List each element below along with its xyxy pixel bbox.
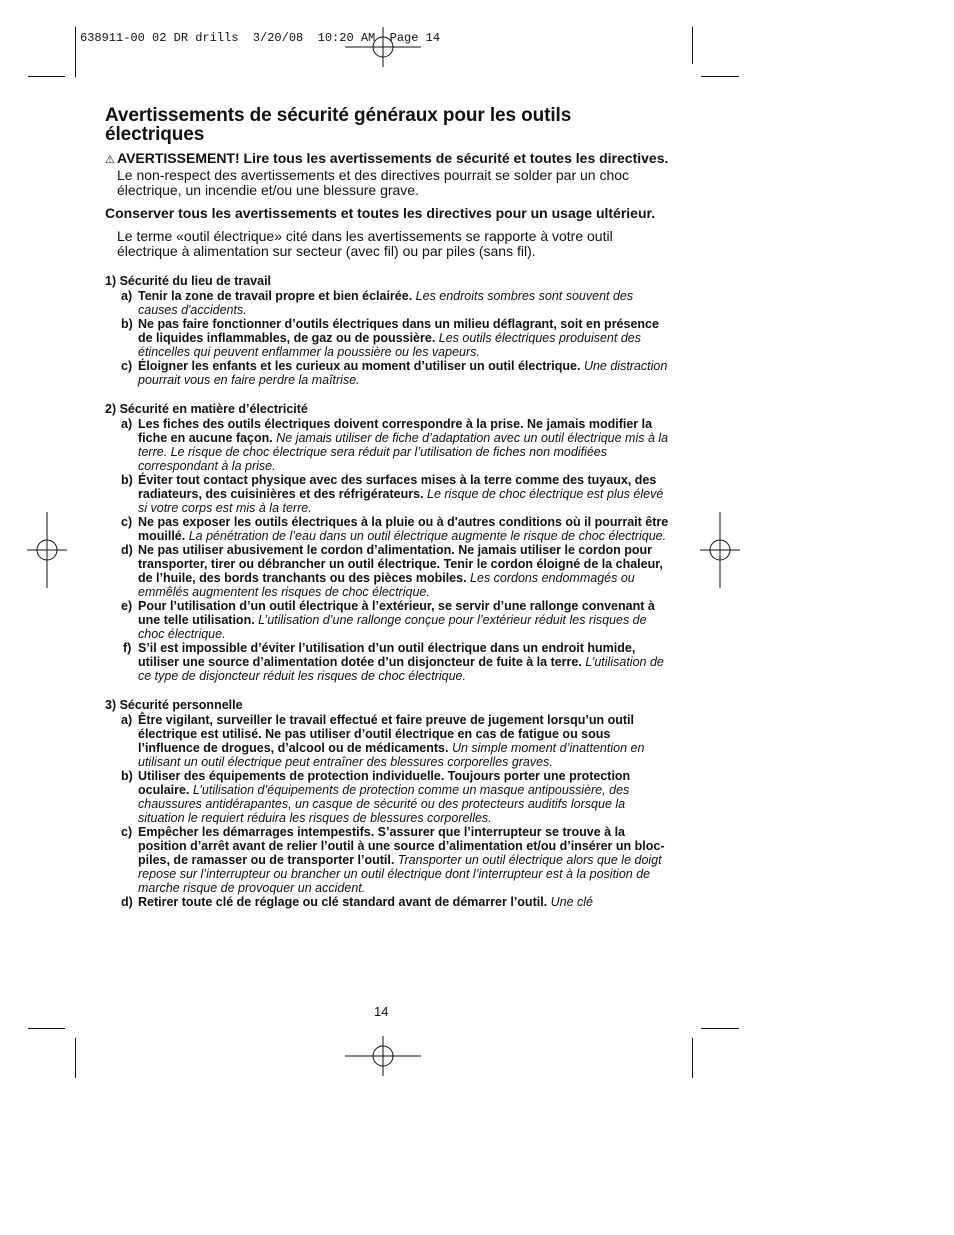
item-label: a) [121,289,133,303]
crop-mark-top-left-horizontal [28,76,65,77]
item-bold-text: Ne pas faire fonctionner d’outils électriques dans un milieu déflagrant, soit en présence de liquides inflammables, de gaz ou de poussière. [138,317,659,345]
registration-mark-left-icon [27,512,67,588]
item-italic-text: Une distraction pourrait vous en faire perdre la maîtrise. [138,359,668,387]
item-italic-text: Le risque de choc électrique est plus élevé si votre corps est mis à la terre. [138,487,664,515]
list-item [105,359,675,387]
item-label: c) [121,515,133,529]
item-italic-text: Ne jamais utiliser de fiche d’adaptation avec un outil électrique mis à la terre. Le risque de choc électrique sera réduit par l’utilisation de fiches non modifiées correspondant à la prise. [138,431,669,473]
section-heading-work-area: 1) Sécurité du lieu de travail [105,274,272,288]
intro-paragraph: Le terme «outil électrique» cité dans les avertissements se rapporte à votre outil électrique à alimentation sur secteur (avec fil) ou par piles (sans fil). [117,228,613,259]
section-heading-electrical: 2) Sécurité en matière d’électricité [105,402,308,416]
item-bold-text: Empêcher les démarrages intempestifs. S’assurer que l’interrupteur se trouve à la position d’arrêt avant de relier l’outil à une source d’alimentation et/ou d’insérer un bloc-piles, de ramasser ou de transporter l’outil. [138,825,665,867]
warning-bold-text: AVERTISSEMENT! Lire tous les avertissements de sécurité et toutes les directives. [117,150,669,166]
item-bold-text: Retirer toute clé de réglage ou clé standard avant de démarrer l’outil. [138,895,548,909]
print-slug-line: 638911-00 02 DR drills 3/20/08 10:20 AM Page 14 [80,31,441,45]
item-bold-text: Pour l’utilisation d’un outil électrique à l’extérieur, se servir d’une rallonge convenant à une telle utilisation. [138,599,655,627]
item-label: a) [121,713,133,727]
item-italic-text: Une clé [547,895,594,909]
list-item [105,825,675,895]
item-italic-text: Les cordons endommagés ou emmêlés augmentent les risques de choc électrique. [138,571,635,599]
item-label: a) [121,417,133,431]
item-bold-text: Éviter tout contact physique avec des surfaces mises à la terre comme des tuyaux, des radiateurs, des cuisinières et des réfrigérateurs. [138,473,657,501]
item-bold-text: S’il est impossible d’éviter l’utilisation d’un outil électrique dans un endroit humide, utiliser une source d’alimentation dotée d’un disjoncteur de fuite à la terre. [138,641,636,669]
list-item [105,543,675,599]
item-bold-text: Utiliser des équipements de protection individuelle. Toujours porter une protection oculaire. [138,769,631,797]
list-item [105,599,675,641]
list-item [105,317,675,359]
item-label: b) [121,317,133,331]
item-label: c) [121,359,133,373]
item-italic-text: L’utilisation d’équipements de protection comme un masque antipoussière, des chaussures antidérapantes, un casque de sécurité ou des protecteurs auditifs lorsque la situation le requiert réduira les risques de blessures corporelles. [138,783,630,825]
page-number: 14 [374,1004,389,1019]
warning-paragraph [105,151,675,198]
item-italic-text: Transporter un outil électrique alors que le doigt repose sur l’interrupteur ou brancher un outil électrique dont l’interrupteur est à la position de marche risque de provoquer un accident. [138,853,662,895]
safety-content [105,106,675,909]
warning-triangle-icon: ⚠ [105,154,115,166]
item-bold-text: Être vigilant, surveiller le travail effectué et faire preuve de jugement lorsqu’un outil électrique est utilisé. Ne pas utiliser d’outil électrique en cas de fatigue ou sous l’influence de drogues, d’alcool ou de médicaments. [138,713,634,755]
item-italic-text: Les endroits sombres sont souvent des causes d'accidents. [138,289,634,317]
item-bold-text: Éloigner les enfants et les curieux au moment d’utiliser un outil électrique. [138,359,581,373]
list-item [105,895,675,909]
crop-mark-bottom-left-vertical [75,1038,76,1078]
item-bold-text: Les fiches des outils électriques doivent correspondre à la prise. Ne jamais modifier la fiche en aucune façon. [138,417,653,445]
item-label: d) [121,543,133,557]
crop-mark-bottom-right-vertical [692,1038,693,1078]
crop-mark-top-left-vertical [75,27,76,77]
list-item [105,515,675,543]
item-bold-text: Ne pas utiliser abusivement le cordon d’alimentation. Ne jamais utiliser le cordon pour transporter, tirer ou débrancher un outil électrique. Tenir le cordon éloigné de la chaleur, de l’huile, des bords tranchants ou des pièces mobiles. [138,543,663,585]
item-italic-text: L’utilisation d’une rallonge conçue pour l’extérieur réduit les risques de choc électrique. [138,613,647,641]
item-italic-text: Les outils électriques produisent des étincelles qui peuvent enflammer la poussière ou les vapeurs. [138,331,641,359]
section-heading-personal: 3) Sécurité personnelle [105,698,243,712]
item-label: b) [121,473,133,487]
item-label: f) [123,641,132,655]
item-label: c) [121,825,133,839]
registration-mark-right-icon [700,512,740,588]
item-label: e) [121,599,133,613]
item-bold-text: Ne pas exposer les outils électriques à la pluie ou à d'autres conditions où il pourrait être mouillé. [138,515,669,543]
item-label: b) [121,769,133,783]
list-item [105,289,675,317]
list-item [105,769,675,825]
crop-mark-bottom-right-horizontal [701,1028,739,1029]
list-item [105,473,675,515]
item-italic-text: La pénétration de l’eau dans un outil électrique augmente le risque de choc électrique. [185,529,667,543]
page-title: Avertissements de sécurité généraux pour les outils électriques [105,105,572,145]
item-italic-text: Un simple moment d’inattention en utilisant un outil électrique peut entraîner des blessures corporelles graves. [138,741,645,769]
registration-mark-top-icon [345,27,421,67]
list-item [105,417,675,473]
warning-text: Le non-respect des avertissements et des directives pourrait se solder par un choc électrique, un incendie et/ou une blessure grave. [117,167,630,198]
registration-mark-bottom-icon [345,1036,421,1076]
list-item [105,641,675,683]
list-item [105,713,675,769]
crop-mark-top-right-horizontal [701,76,739,77]
item-bold-text: Tenir la zone de travail propre et bien éclairée. [138,289,413,303]
crop-mark-bottom-left-horizontal [28,1028,65,1029]
item-label: d) [121,895,133,909]
crop-mark-top-right-vertical [692,27,693,64]
keep-instructions-heading: Conserver tous les avertissements et toutes les directives pour un usage ultérieur. [105,205,656,221]
item-italic-text: L’utilisation de ce type de disjoncteur réduit les risques de choc électrique. [138,655,664,683]
